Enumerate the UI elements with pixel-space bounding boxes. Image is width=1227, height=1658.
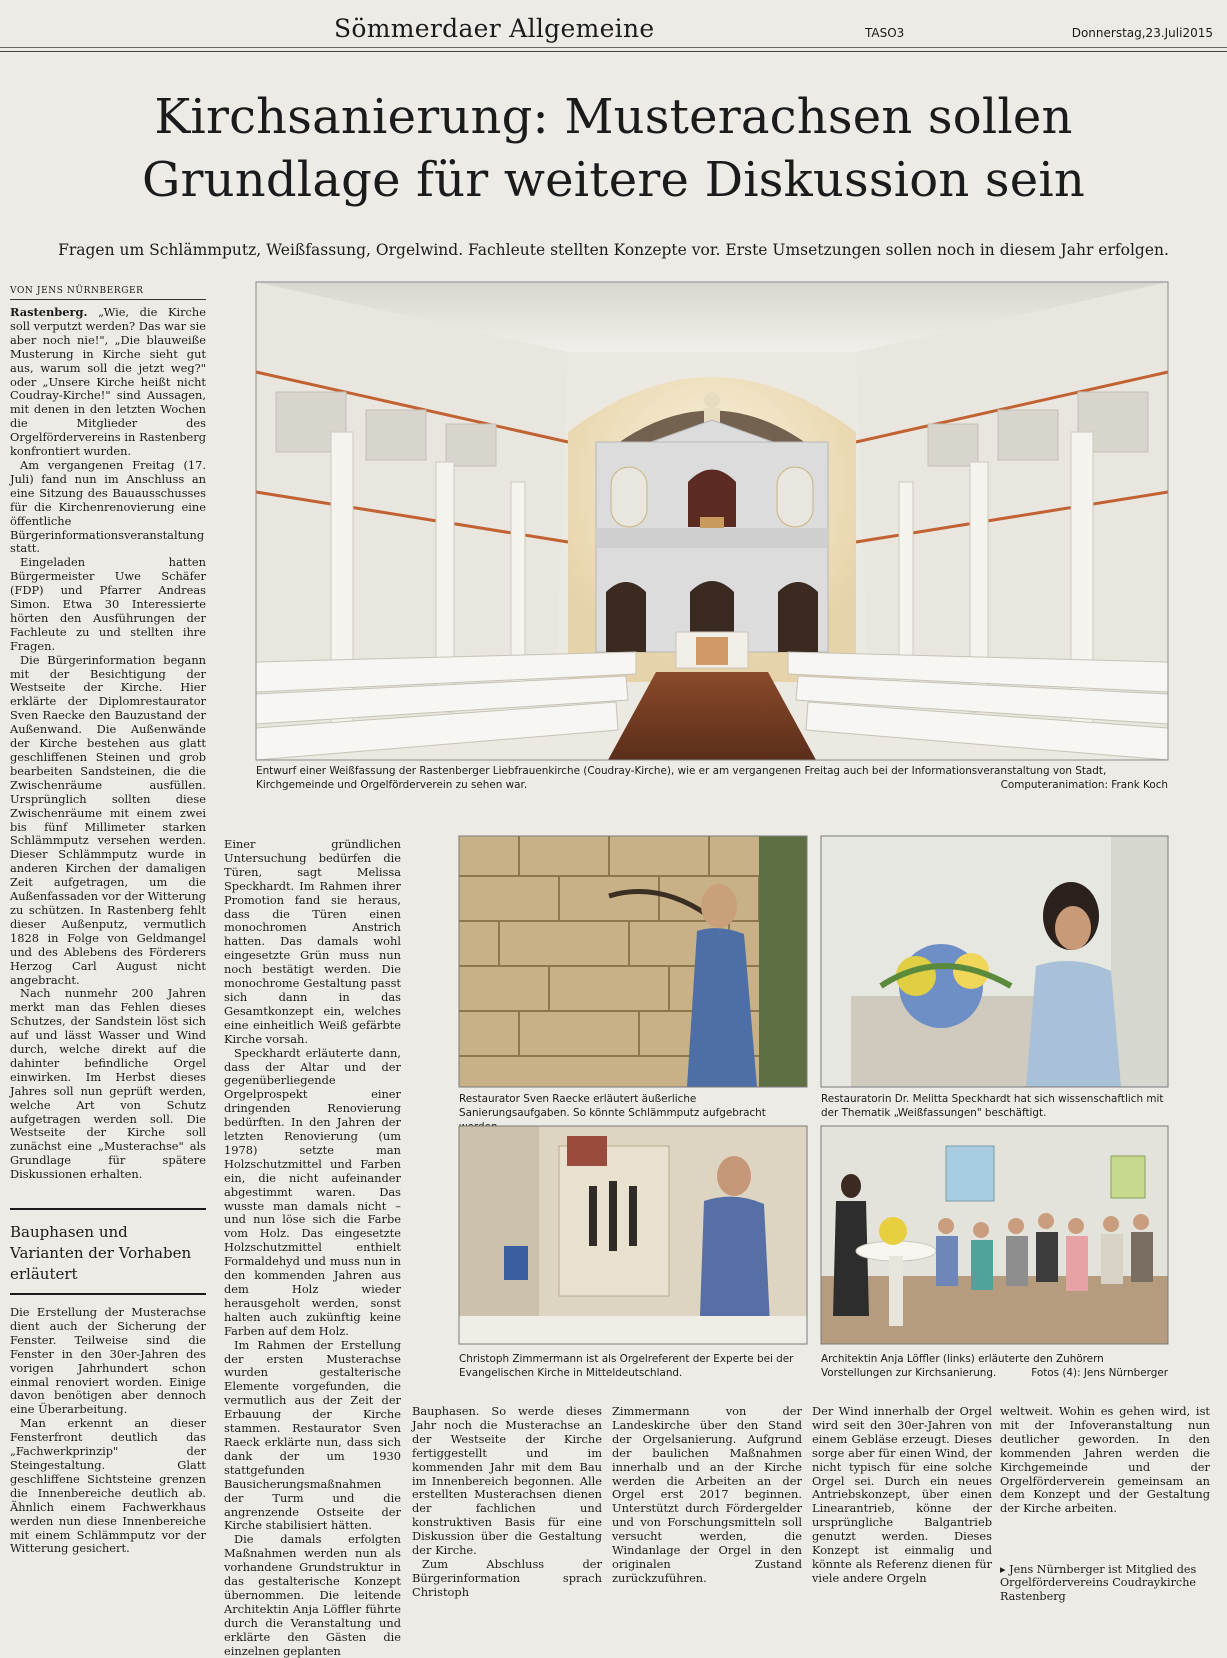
- page-code: TASO3: [865, 26, 905, 40]
- subhead: Bauphasen und Varianten der Vorhaben erläutert: [10, 1208, 206, 1295]
- headline: Kirchsanierung: Musterachsen sollen Grundlage für weitere Diskussion sein: [141, 89, 1086, 208]
- location-tag: Rastenberg.: [10, 305, 88, 319]
- photo-zimmermann-organ: [459, 1126, 807, 1344]
- lead-paragraph: Rastenberg. „Wie, die Kirche soll verputzt werden? Das war sie aber noch nie!", „Die blauweiße Musterung in Kirche sieht gut aus, warum soll die jetzt weg?" oder „Unsere Kirche heißt nicht Coudray-Kirche!" sind Aussagen, mit denen in den letzten Wochen die Mitglieder des Orgelfördervereins in Rastenberg konfrontiert wurden.: [10, 305, 207, 459]
- paragraph: Der Wind innerhalb der Orgel wird seit den 30er-Jahren von einem Gebläse erzeugt. Dieses sorge aber für einen Wind, der nicht typisch für eine solche Orgel sei. Durch ein neues Antriebskonzept, über einen Linearantrieb, könne der ursprüngliche Balgantrieb genutzt werden. Dieses Konzept ist einmalig und könnte als Referenz dienen für viele andere Orgeln: [812, 1404, 992, 1585]
- paragraph: Die damals erfolgten Maßnahmen werden nun als vorhandene Grundstruktur in das gestalterische Konzept übernommen. Die leitende Architektin Anja Löffler führte durch die Veranstaltung und erklärte den Gästen die einzelnen geplanten: [224, 1532, 401, 1658]
- article-column-4: [612, 1405, 802, 1597]
- photo-loeffler-audience: [821, 1126, 1168, 1344]
- paragraph: Einer gründlichen Untersuchung bedürfen die Türen, sagt Melissa Speckhardt. Im Rahmen ihrer Promotion fand sie heraus, dass die Türen einen monochromen Anstrich hatten. Das damals wohl eingesetzte Grün muss nun noch bestätigt werden. Die monochrome Gestaltung passt sich dann in das Gesamtkonzept ein, welches eine einheitlich Weiß gefärbte Kirche vorsah.: [224, 837, 401, 1046]
- masthead: [0, 0, 1227, 52]
- paragraph: Bauphasen. So werde dieses Jahr noch die Musterachse an der Westseite der Kirche fertiggestellt und im kommenden Jahr mit dem Bau im Innenbereich begonnen. Alle erstellten Musterachsen dienen der fachlichen und konstruktiven Basis für eine Diskussion über die Gestaltung der Kirche.: [412, 1404, 602, 1558]
- caption-zimmermann: Christoph Zimmermann ist als Orgelreferent der Experte bei der Evangelischen Kirche in Mitteldeutschland.: [459, 1353, 794, 1379]
- paragraph: Nach nunmehr 200 Jahren merkt man das Fehlen dieses Schutzes, der Sandstein löst sich auf und lässt Wasser und Wind durch, welche direkt auf die dahinter befindliche Orgel einwirken. Im Herbst dieses Jahres soll nun geprüft werden, welche Art von Schutz aufgetragen werden soll. Die Westseite der Kirche soll zunächst eine „Musterachse" als Grundlage für spätere Diskussionen erhalten.: [10, 986, 206, 1182]
- paragraph: Speckhardt erläuterte dann, dass der Altar und der gegenüberliegende Orgelprospekt einer dringenden Renovierung bedürften. In den Jahren der letzten Renovierung (um 1978) setzte man Holzschutzmittel und Farben ein, die nicht aufeinander abgestimmt waren. Das wusste man damals nicht – und nun löse sich die Farbe vom Holz. Das eingesetzte Holzschutzmittel enthielt Formaldehyd und muss nun in den kommenden Jahren aus dem Holz wieder herausgeholt werden, sonst halten auch zukünftig keine Farben auf dem Holz.: [224, 1045, 401, 1338]
- author-note: ▸ Jens Nürnberger ist Mitglied des Orgelfördervereins Coudraykirche Rastenberg: [1000, 1563, 1197, 1603]
- paragraph: Man erkennt an dieser Fensterfront deutlich das „Fachwerkprinzip" der Steingestaltung. Glatt geschliffene Sichtsteine grenzen die Innenbereiche deutlich ab. Ähnlich einem Fachwerkhaus werden nun diese Innenbereiche mit einem Schlämmputz vor der Witterung gesichert.: [10, 1416, 206, 1556]
- paragraph: Im Rahmen der Erstellung der ersten Musterachse wurden gestalterische Elemente vorgefunden, die vermutlich aus der Zeit der Erbauung der Kirche stammen. Restaurator Sven Raeck erklärte nun, dass sich dank der um 1930 stattgefunden Bausicherungsmaßnahmen der Turm und die angrenzende Ostseite der Kirche stabilisiert hätten.: [224, 1337, 401, 1533]
- masthead-rule: [0, 47, 1227, 48]
- photo-credit: Fotos (4): Jens Nürnberger: [1031, 1367, 1168, 1379]
- paragraph: weltweit. Wohin es gehen wird, ist mit der Infoveranstaltung nun deutlicher geworden. In den kommenden Jahren werden die Kirchgemeinde und der Orgelförderverein gemeinsam an dem Konzept und der Gestaltung der Kirche arbeiten.: [1000, 1404, 1210, 1516]
- paragraph: Die Bürgerinformation begann mit der Besichtigung der Westseite der Kirche. Hier erklärte der Diplomrestaurator Sven Raecke den Bauzustand der Außenwand. Die Außenwände der Kirche bestehen aus glatt geschliffenen Steinen und grob bearbeiten Sandsteinen, die die Zwischenräume ausfüllen. Ursprünglich sollten diese Zwischenräume mit einem zwei bis fünf Millimeter starken Schlämmputz versehen werden. Dieser Schlämmputz wurde in anderen Kirchen der damaligen Zeit aufgetragen, um die Außenfassaden vor der Witterung zu schützen. In Rastenberg fehlt dieser Außenputz, vermutlich 1828 in Folge von Geldmangel und des Ablebens des Förderers Herzog Carl August nicht angebracht.: [10, 652, 206, 987]
- paragraph: Zum Abschluss der Bürgerinformation sprach Christoph: [412, 1556, 602, 1599]
- paragraph: Zimmermann von der Landeskirche über den Stand der Orgelsanierung. Aufgrund der baulichen Maßnahmen innerhalb und an der Kirche werden die Arbeiten an der Orgel erst 2017 beginnen. Unterstützt durch Fördergelder und von Forschungsmitteln soll versucht werden, die Windanlage der Orgel in den originalen Zustand zurückzuführen.: [612, 1404, 802, 1585]
- photo-speckhardt-flowers: [821, 836, 1168, 1087]
- paragraph: Die Erstellung der Musterachse dient auch der Sicherung der Fenster. Teilweise sind die Fenster in den 30er-Jahren des vorigen Jahrhundert schon einmal renoviert worden. Einige davon benötigen aber dennoch eine Überarbeitung.: [10, 1305, 206, 1417]
- main-photo-church-interior: [256, 282, 1168, 760]
- article-column-1b: [10, 1306, 206, 1596]
- caption-loeffler: Architektin Anja Löffler (links) erläuterte den Zuhörern Vorstellungen zur Kirchsanierung. Fotos (4): Jens Nürnberger: [821, 1353, 1168, 1379]
- paragraph: Am vergangenen Freitag (17. Juli) fand nun im Anschluss an eine Sitzung des Bauausschusses für die Kirchenrenovierung eine öffentliche Bürgerinformationsveranstaltung statt.: [10, 457, 206, 556]
- photo-credit: Computeranimation: Frank Koch: [1000, 779, 1168, 791]
- article-column-1: [10, 306, 206, 1204]
- article-column-6: [1000, 1405, 1210, 1555]
- photo-raecke-wall: [459, 836, 807, 1087]
- article-column-2: [224, 837, 401, 1658]
- byline: VON JENS NÜRNBERGER: [10, 286, 144, 296]
- article-column-3: [412, 1405, 602, 1597]
- main-photo-caption: Entwurf einer Weißfassung der Rastenberger Liebfrauenkirche (Coudray-Kirche), wie er am vergangenen Freitag auch bei der Informationsveranstaltung von Stadt, Kirchgemeinde und Orgelförderverein zu sehen war. Computeranimation: Frank Koch: [256, 765, 1168, 791]
- caption-raecke: Restaurator Sven Raecke erläutert äußerliche Sanierungsaufgaben. So könnte Schlämmputz aufgebracht: [459, 1093, 766, 1119]
- issue-date: Donnerstag,23.Juli2015: [1071, 26, 1213, 40]
- article-column-5: [812, 1405, 992, 1597]
- paragraph: Eingeladen hatten Bürgermeister Uwe Schäfer (FDP) und Pfarrer Andreas Simon. Etwa 30 Interessierte hörten den Ausführungen der Fachleute zu und stellten ihre Fragen.: [10, 555, 206, 653]
- subheadline: Fragen um Schlämmputz, Weißfassung, Orgelwind. Fachleute stellten Konzepte vor. Erste Umsetzungen sollen noch in diesem Jahr erfolgen.: [58, 241, 1169, 259]
- newspaper-name: Sömmerdaer Allgemeine: [334, 14, 655, 43]
- byline-rule: [10, 299, 206, 300]
- caption-speckhardt: Restauratorin Dr. Melitta Speckhardt hat sich wissenschaftlich mit der Thematik „Weißfassungen" beschäftigt.: [821, 1093, 1164, 1119]
